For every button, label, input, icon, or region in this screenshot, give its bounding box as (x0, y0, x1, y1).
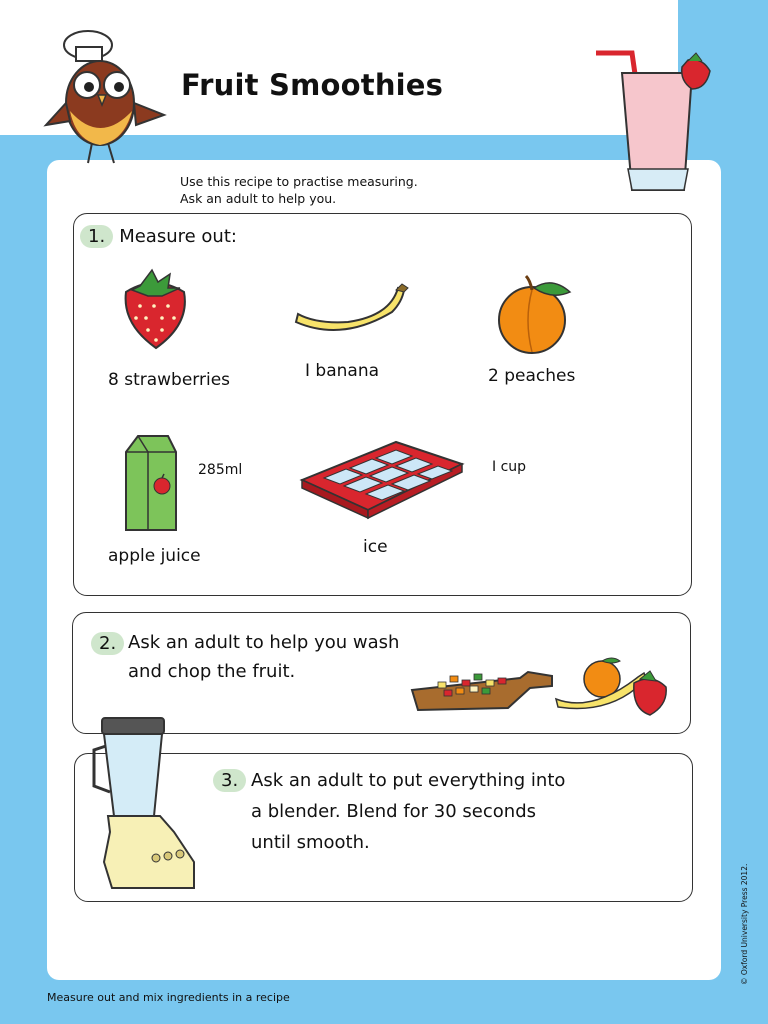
step-1-heading (80, 225, 237, 248)
intro-text (180, 173, 418, 207)
intro-line-2: Ask an adult to help you. (180, 191, 337, 206)
step-2-line-2: and chop the fruit. (128, 661, 296, 682)
step-2-number: 2. (91, 632, 124, 655)
step-3-text (251, 765, 565, 858)
intro-line-1: Use this recipe to practise measuring. (180, 174, 418, 189)
apple-juice-carton-icon (122, 432, 182, 534)
blender-icon (90, 712, 200, 892)
step-2-line-1: Ask an adult to help you wash (128, 632, 400, 653)
apple-juice-label: apple juice (108, 546, 201, 566)
peach-icon (494, 272, 574, 354)
chopping-board-icon (408, 660, 558, 715)
step-2-text (128, 628, 399, 686)
footer-text: Measure out and mix ingredients in a recipe (47, 991, 290, 1004)
owl-chef-icon (40, 15, 170, 170)
copyright-notice: © Oxford University Press 2012. (740, 863, 749, 985)
strawberries-label: 8 strawberries (108, 370, 231, 390)
peaches-label: 2 peaches (488, 366, 576, 386)
step-1-number: 1. (80, 225, 113, 248)
ice-tray-icon (298, 438, 468, 523)
step-3-number-wrap (213, 769, 252, 792)
step-3-line-1: Ask an adult to put everything into (251, 770, 566, 791)
juice-quantity: 285ml (198, 462, 243, 478)
ice-label: ice (363, 537, 388, 557)
step-1-heading-text: Measure out: (119, 226, 237, 247)
step-2-number-wrap (91, 632, 130, 655)
step-3-line-2: a blender. Blend for 30 seconds (251, 801, 537, 822)
whole-fruit-icon (552, 655, 672, 717)
step-3-number: 3. (213, 769, 246, 792)
smoothie-glass-icon (592, 45, 717, 195)
strawberry-icon (118, 266, 193, 351)
step-3-line-3: until smooth. (251, 832, 370, 853)
banana-icon (292, 284, 412, 344)
banana-label: I banana (305, 361, 380, 381)
ice-quantity: I cup (492, 459, 527, 475)
page-title: Fruit Smoothies (181, 68, 444, 102)
